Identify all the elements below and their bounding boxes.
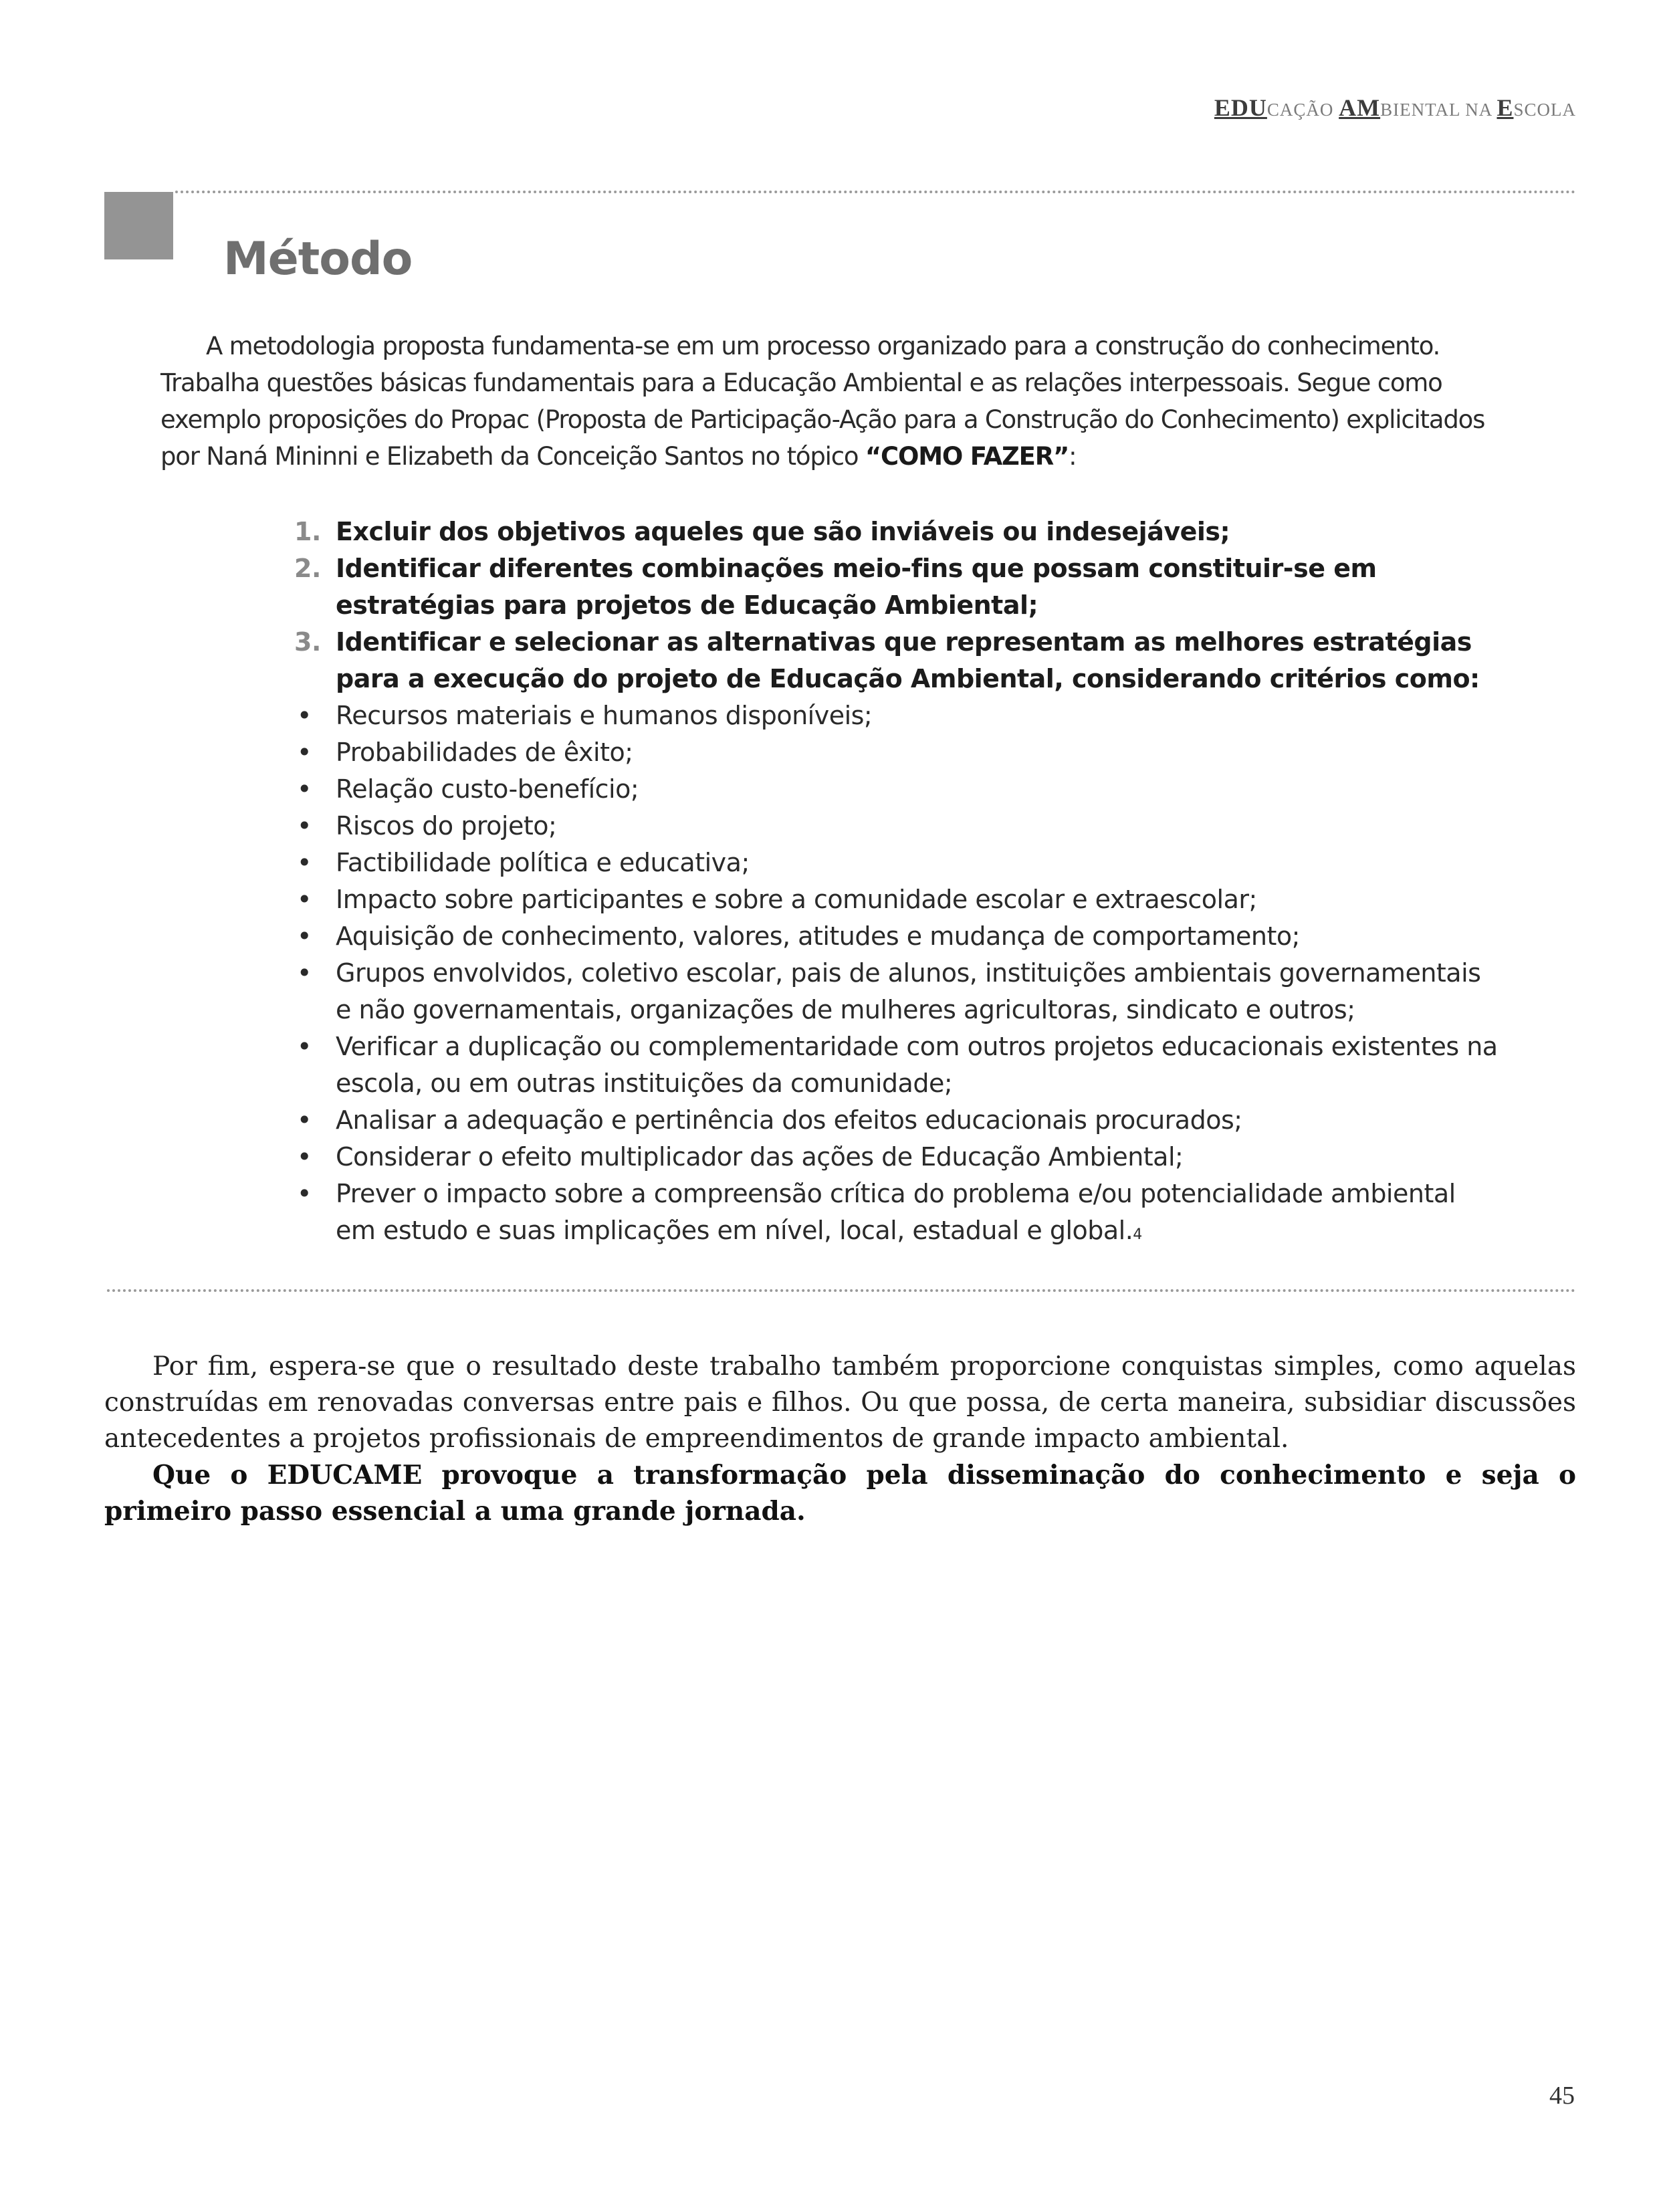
criteria-text: Probabilidades de êxito; (336, 738, 633, 767)
bullet-icon: • (297, 701, 312, 730)
bullet-icon: • (297, 848, 312, 877)
criteria-item (294, 771, 1498, 808)
criteria-text: Considerar o efeito multiplicador das ações de Educação Ambiental; (336, 1142, 1184, 1172)
criteria-item (294, 955, 1498, 1028)
criteria-text: Analisar a adequação e pertinência dos efeitos educacionais procurados; (336, 1105, 1242, 1135)
step-item (294, 624, 1498, 697)
criteria-text: Factibilidade política e educativa; (336, 848, 750, 877)
bullet-icon: • (297, 811, 312, 841)
step-number: 3. (294, 627, 321, 657)
criteria-text: Riscos do projeto; (336, 811, 557, 841)
bullet-icon: • (297, 1142, 312, 1172)
header-part: E (1497, 94, 1514, 121)
criteria-item (294, 734, 1498, 771)
section-title: Método (223, 233, 413, 286)
step-text: Identificar diferentes combinações meio-fins que possam constituir-se em estratégias para projetos de Educação Ambiental; (336, 554, 1377, 620)
section-marker-square (104, 192, 173, 259)
header-part: AM (1339, 94, 1381, 121)
criteria-item (294, 845, 1498, 881)
bullet-icon: • (297, 958, 312, 988)
criteria-text: Impacto sobre participantes e sobre a comunidade escolar e extraescolar; (336, 885, 1257, 914)
closing-section (104, 1349, 1576, 1529)
criteria-list (294, 697, 1498, 1253)
bullet-icon: • (297, 921, 312, 951)
criteria-text: Aquisição de conhecimento, valores, atitudes e mudança de comportamento; (336, 921, 1300, 951)
criteria-item (294, 808, 1498, 845)
step-item (294, 550, 1498, 624)
criteria-text: Prever o impacto sobre a compreensão crítica do problema e/ou potencialidade ambiental em estudo e suas implicações em nível, local, estadual e global. (336, 1179, 1456, 1245)
criteria-text: Recursos materiais e humanos disponíveis; (336, 701, 873, 730)
steps-list (294, 514, 1498, 697)
closing-paragraph: Por fim, espera-se que o resultado deste trabalho também proporcione conquistas simples, como aquelas construídas em renovadas conversas entre pais e filhos. Ou que possa, de certa maneira, subsidiar discussões antecedentes a projetos profissionais de empreendimentos de grande impacto ambiental. (104, 1351, 1576, 1454)
footnote-marker: 4 (1133, 1226, 1142, 1243)
bullet-icon: • (297, 1179, 312, 1208)
step-number: 1. (294, 517, 321, 546)
intro-text: A metodologia proposta fundamenta-se em um processo organizado para a construção do conhecimento. Trabalha questões básicas fundamentais para a Educação Ambiental e as relações interpessoais. Segue como exemplo proposições do Propac (Proposta de Participação-Ação para a Construção do Conhecimento) explicitados por Naná Mininni e Elizabeth da Conceição Santos no tópico (160, 332, 1485, 471)
header-part: BIENTAL NA (1380, 100, 1497, 120)
header-part: EDU (1214, 94, 1267, 121)
running-header (1214, 94, 1576, 122)
criteria-text: Relação custo-benefício; (336, 774, 639, 804)
header-part: CAÇÃO (1266, 100, 1339, 120)
criteria-text: Grupos envolvidos, coletivo escolar, pais de alunos, instituições ambientais governamentais e não governamentais, organizações de mulheres agricultoras, sindicato e outros; (336, 958, 1481, 1024)
criteria-item (294, 1139, 1498, 1176)
criteria-item (294, 697, 1498, 734)
criteria-item (294, 918, 1498, 955)
bottom-dotted-divider (107, 1289, 1576, 1292)
step-number: 2. (294, 554, 321, 583)
intro-paragraph (160, 328, 1505, 475)
closing-emphasis: Que o EDUCAME provoque a transformação pela disseminação do conhecimento e seja o primeiro passo essencial a uma grande jornada. (104, 1460, 1576, 1527)
step-text: Excluir dos objetivos aqueles que são inviáveis ou indesejáveis; (336, 517, 1230, 546)
criteria-text: Verificar a duplicação ou complementaridade com outros projetos educacionais existentes na escola, ou em outras instituições da comunidade; (336, 1032, 1498, 1098)
criteria-item (294, 881, 1498, 918)
step-text: Identificar e selecionar as alternativas que representam as melhores estratégias para a execução do projeto de Educação Ambiental, considerando critérios como: (336, 627, 1480, 693)
criteria-item (294, 1102, 1498, 1139)
bullet-icon: • (297, 885, 312, 914)
step-item (294, 514, 1498, 550)
bullet-icon: • (297, 1032, 312, 1061)
bullet-icon: • (297, 738, 312, 767)
top-dotted-divider (175, 191, 1576, 193)
intro-end: : (1069, 442, 1077, 471)
bullet-icon: • (297, 1105, 312, 1135)
criteria-item (294, 1028, 1498, 1102)
criteria-item (294, 1176, 1498, 1253)
header-part: SCOLA (1513, 100, 1576, 120)
intro-emphasis: “COMO FAZER” (865, 442, 1069, 471)
page-number: 45 (1549, 2082, 1575, 2110)
bullet-icon: • (297, 774, 312, 804)
